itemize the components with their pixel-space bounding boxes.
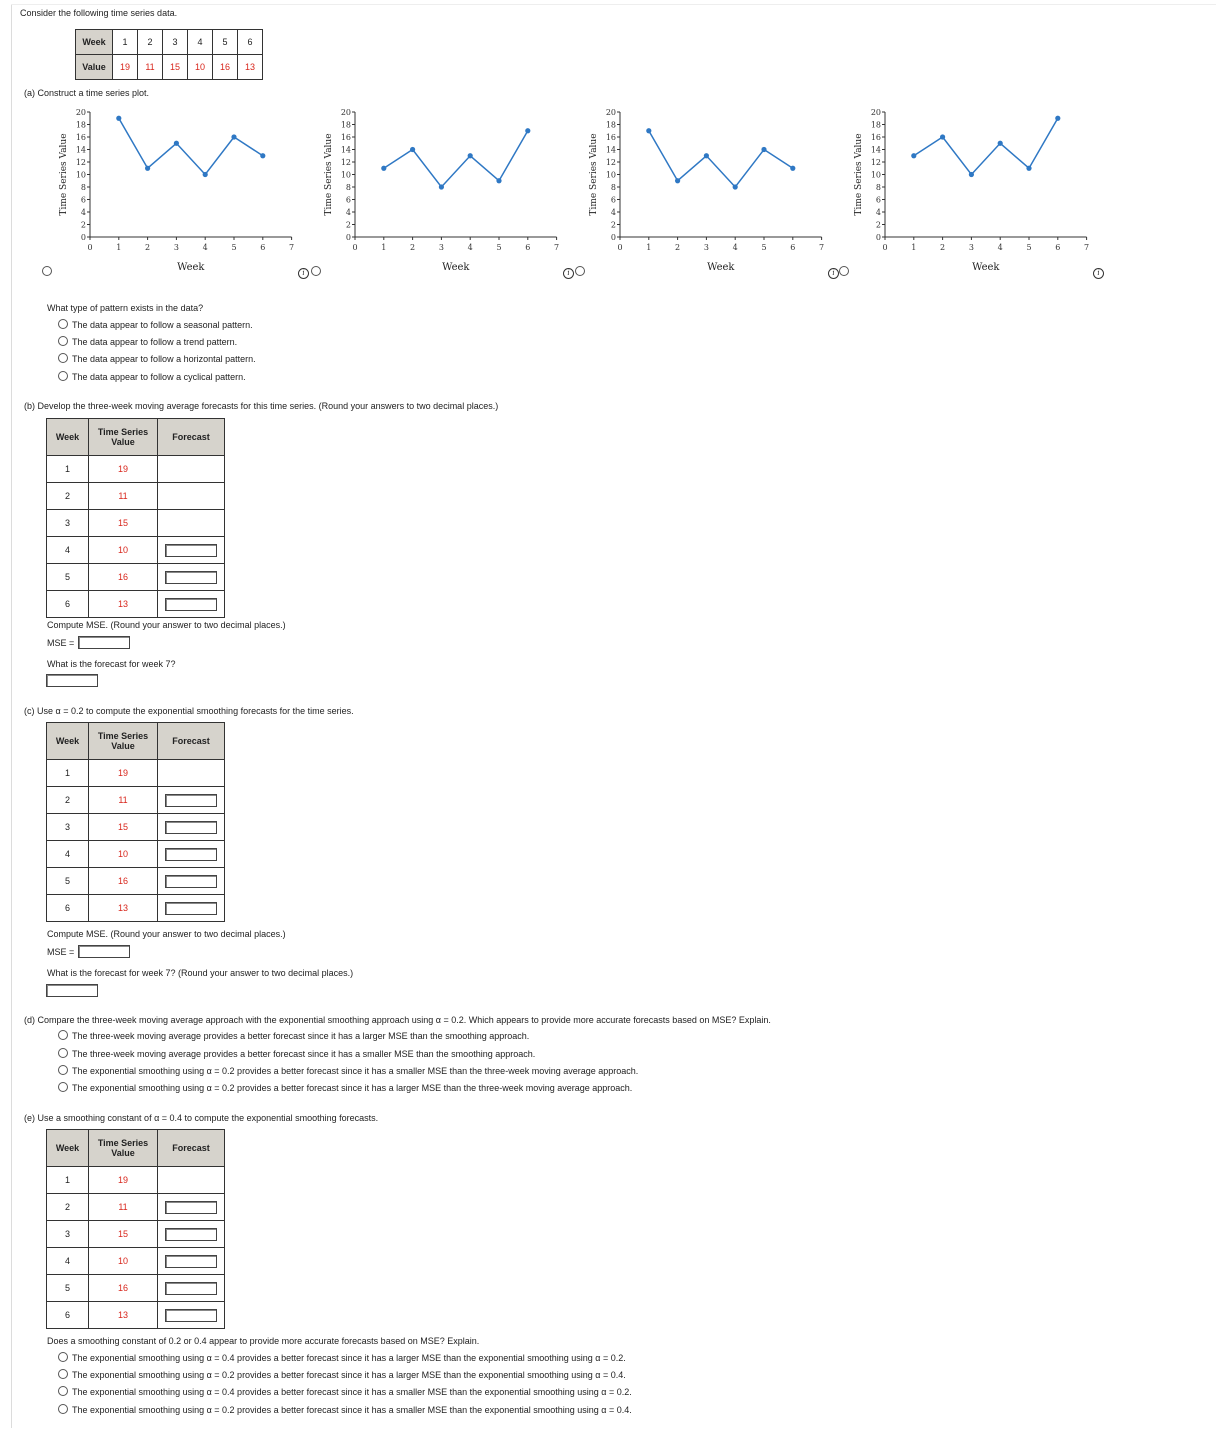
week-cell: 6 [238,30,263,55]
x-tick-label: 2 [675,243,681,252]
y-axis-label: Time Series Value [324,133,334,216]
value-cell: 19 [89,456,158,483]
y-tick-label: 2 [80,220,86,230]
week-header: Week [47,419,89,456]
data-point [790,166,795,171]
forecast-input[interactable] [165,821,217,834]
option-label: The data appear to follow a cyclical pattern. [72,372,246,382]
y-tick-label: 20 [870,108,881,117]
forecast-cell [158,1248,225,1275]
x-tick-label: 4 [732,243,738,252]
compare-option[interactable] [58,1030,529,1042]
week-cell: 6 [47,591,89,618]
radio-icon[interactable] [58,1369,68,1379]
data-point [940,134,945,139]
table-row [47,1167,225,1194]
series-line [119,118,263,174]
y-tick-label: 2 [610,220,616,230]
x-tick-label: 4 [202,243,208,252]
week-cell: 5 [213,30,238,55]
mse-prompt: Compute MSE. (Round your answer to two decimal places.) [47,929,286,939]
data-point [1055,116,1060,121]
week-cell: 1 [47,760,89,787]
chart-4 [845,104,1095,274]
y-axis-label: Time Series Value [59,133,69,216]
y-tick-label: 18 [605,120,616,130]
table-row [47,787,225,814]
value-cell: 10 [89,537,158,564]
forecast-cell [158,537,225,564]
moving-average-table [46,418,225,618]
mse-input[interactable] [78,636,130,649]
option-label: The exponential smoothing using α = 0.4 provides a better forecast since it has a smaller MSE than the exponential smoothing using α = 0.2. [72,1387,632,1397]
value-cell: 19 [113,55,138,80]
radio-icon[interactable] [58,1065,68,1075]
y-tick-label: 18 [340,120,351,130]
value-cell: 13 [89,1302,158,1329]
option-label: The exponential smoothing using α = 0.2 provides a better forecast since it has a larger MSE than the exponential smoothing using α = 0.4. [72,1370,626,1380]
week-cell: 2 [138,30,163,55]
y-tick-label: 0 [345,233,351,242]
data-point [203,172,208,177]
data-point [174,141,179,146]
table-row [47,1248,225,1275]
part-b-label: (b) Develop the three-week moving average forecasts for this time series. (Round your answers to two decimal places.) [24,401,499,411]
forecast-input[interactable] [165,1282,217,1295]
data-point [761,147,766,152]
compare-option[interactable] [58,1082,632,1094]
y-tick-label: 8 [610,183,616,192]
week-row [76,30,263,55]
week-cell: 1 [47,456,89,483]
value-cell: 11 [89,483,158,510]
y-tick-label: 2 [875,220,881,230]
radio-icon[interactable] [58,371,68,381]
forecast-input[interactable] [165,1201,217,1214]
mse-prompt: Compute MSE. (Round your answer to two decimal places.) [47,620,286,630]
data-point [439,184,444,189]
value-row [76,55,263,80]
x-tick-label: 0 [87,243,93,252]
x-tick-label: 6 [1055,243,1061,252]
x-tick-label: 3 [173,243,179,252]
forecast-cell [158,895,225,922]
forecast-cell [158,1167,225,1194]
week-cell: 2 [47,483,89,510]
y-tick-label: 16 [605,133,616,142]
y-tick-label: 8 [875,183,881,192]
data-point [525,128,530,133]
data-point [969,172,974,177]
week-cell: 5 [47,564,89,591]
x-tick-label: 0 [617,243,623,252]
data-point [145,166,150,171]
pattern-question: What type of pattern exists in the data? [47,303,204,313]
week-header: Week [47,1130,89,1167]
y-tick-label: 8 [80,183,86,192]
y-tick-label: 14 [870,145,881,155]
option-label: The exponential smoothing using α = 0.2 provides a better forecast since it has a smaller MSE than the three-week moving average approach. [72,1066,639,1076]
week-cell: 5 [47,868,89,895]
pattern-option[interactable] [58,319,253,331]
radio-icon[interactable] [58,336,68,346]
option-label: The data appear to follow a trend pattern. [72,337,238,347]
smoothing-04-table [46,1129,225,1329]
part-e-label: (e) Use a smoothing constant of α = 0.4 to compute the exponential smoothing forecasts. [24,1113,379,1123]
x-tick-label: 1 [381,243,387,252]
table-row [47,814,225,841]
option-label: The exponential smoothing using α = 0.2 provides a better forecast since it has a larger MSE than the three-week moving average approach. [72,1083,633,1093]
y-tick-label: 16 [340,133,351,142]
data-point [1026,166,1031,171]
forecast-cell [158,787,225,814]
smoothing-option[interactable] [58,1404,632,1416]
series-line [914,118,1058,174]
y-tick-label: 10 [340,170,351,180]
forecast-input[interactable] [165,544,217,557]
data-point [496,178,501,183]
data-point [116,116,121,121]
forecast-cell [158,1194,225,1221]
forecast-cell [158,591,225,618]
y-tick-label: 10 [75,170,86,180]
chart-4-info-icon[interactable]: i [1093,268,1104,279]
mse-input[interactable] [78,945,130,958]
x-tick-label: 1 [116,243,122,252]
x-tick-label: 4 [467,243,473,252]
chart-2 [315,104,565,274]
data-point [998,141,1003,146]
radio-icon[interactable] [58,1352,68,1362]
part-a-label: (a) Construct a time series plot. [24,88,150,98]
mse-label: MSE = [47,947,75,957]
value-cell: 10 [89,1248,158,1275]
x-tick-label: 5 [231,243,237,252]
option-label: The three-week moving average provides a better forecast since it has a larger MSE than the smoothing approach. [72,1031,530,1041]
value-header: Value [76,55,113,80]
forecast-cell [158,564,225,591]
data-point [704,153,709,158]
pattern-option[interactable] [58,353,256,365]
y-tick-label: 14 [340,145,351,155]
y-tick-label: 6 [875,195,881,205]
week-cell: 2 [47,787,89,814]
value-cell: 13 [89,591,158,618]
y-tick-label: 10 [605,170,616,180]
y-tick-label: 12 [340,158,351,167]
y-axis-label: Time Series Value [854,133,864,216]
value-cell: 10 [89,841,158,868]
x-tick-label: 7 [289,243,295,252]
x-tick-label: 2 [145,243,151,252]
y-tick-label: 6 [80,195,86,205]
x-tick-label: 1 [911,243,917,252]
forecast-input[interactable] [165,902,217,915]
data-point [911,153,916,158]
week-cell: 2 [47,1194,89,1221]
forecast-cell [158,760,225,787]
data-point [260,153,265,158]
table-row [47,1275,225,1302]
x-tick-label: 3 [438,243,444,252]
value-header: Time Series Value [89,723,158,760]
intro-text: Consider the following time series data. [20,8,178,18]
data-point [410,147,415,152]
series-line [384,131,528,187]
y-tick-label: 4 [345,208,351,217]
value-cell: 15 [89,1221,158,1248]
forecast-header: Forecast [158,723,225,760]
chart-3-info-icon[interactable]: i [828,268,839,279]
value-cell: 15 [89,814,158,841]
data-table [75,29,263,80]
left-border [11,4,12,1428]
x-tick-label: 1 [646,243,652,252]
y-tick-label: 16 [75,133,86,142]
pattern-option[interactable] [58,336,237,348]
table-row [47,841,225,868]
y-tick-label: 18 [870,120,881,130]
chart-3 [580,104,830,274]
smoothing-02-table [46,722,225,922]
forecast-header: Forecast [158,1130,225,1167]
y-tick-label: 12 [605,158,616,167]
table-row [47,591,225,618]
radio-icon[interactable] [58,319,68,329]
y-tick-label: 4 [875,208,881,217]
forecast-cell [158,510,225,537]
x-tick-label: 6 [260,243,266,252]
value-cell: 16 [213,55,238,80]
value-cell: 11 [89,787,158,814]
x-tick-label: 0 [352,243,358,252]
value-cell: 15 [163,55,188,80]
x-axis-label: Week [707,262,735,273]
x-tick-label: 7 [1084,243,1090,252]
week-cell: 6 [47,1302,89,1329]
table-row [47,537,225,564]
week-cell: 6 [47,895,89,922]
y-tick-label: 0 [610,233,616,242]
table-row [47,1194,225,1221]
value-cell: 16 [89,564,158,591]
week-cell: 3 [47,510,89,537]
y-tick-label: 6 [610,195,616,205]
y-tick-label: 14 [605,145,616,155]
forecast-cell [158,841,225,868]
table-row [47,456,225,483]
y-tick-label: 8 [345,183,351,192]
week-cell: 1 [47,1167,89,1194]
table-row [47,483,225,510]
forecast-input[interactable] [165,1228,217,1241]
y-tick-label: 12 [75,158,86,167]
y-tick-label: 10 [870,170,881,180]
forecast-cell [158,1302,225,1329]
y-tick-label: 20 [340,108,351,117]
week-header: Week [76,30,113,55]
value-cell: 16 [89,868,158,895]
x-tick-label: 2 [940,243,946,252]
week-cell: 4 [47,1248,89,1275]
week-header: Week [47,723,89,760]
data-point [733,184,738,189]
chart-3-radio[interactable] [575,266,585,276]
x-tick-label: 7 [819,243,825,252]
top-border [11,4,1216,5]
data-point [468,153,473,158]
value-header: Time Series Value [89,419,158,456]
x-tick-label: 3 [703,243,709,252]
forecast-question: What is the forecast for week 7? (Round your answer to two decimal places.) [47,968,354,978]
chart-4-radio[interactable] [839,266,849,276]
week-cell: 5 [47,1275,89,1302]
forecast-cell [158,1221,225,1248]
forecast-cell [158,456,225,483]
x-tick-label: 2 [410,243,416,252]
value-cell: 19 [89,760,158,787]
chart-2-info-icon[interactable]: i [563,268,574,279]
week-cell: 4 [47,537,89,564]
x-axis-label: Week [442,262,470,273]
option-label: The exponential smoothing using α = 0.4 provides a better forecast since it has a larger MSE than the exponential smoothing using α = 0.2. [72,1353,626,1363]
forecast-input[interactable] [165,848,217,861]
y-tick-label: 4 [610,208,616,217]
y-tick-label: 18 [75,120,86,130]
radio-icon[interactable] [58,1404,68,1414]
y-tick-label: 2 [345,220,351,230]
table-row [47,1302,225,1329]
value-cell: 15 [89,510,158,537]
value-cell: 10 [188,55,213,80]
y-tick-label: 14 [75,145,86,155]
x-tick-label: 6 [790,243,796,252]
x-tick-label: 6 [525,243,531,252]
radio-icon[interactable] [58,1030,68,1040]
option-label: The data appear to follow a seasonal pattern. [72,320,253,330]
table-row [47,1221,225,1248]
chart-1-radio[interactable] [42,266,52,276]
value-header: Time Series Value [89,1130,158,1167]
x-axis-label: Week [177,262,205,273]
option-label: The exponential smoothing using α = 0.2 provides a better forecast since it has a smaller MSE than the exponential smoothing using α = 0.4. [72,1405,632,1415]
chart-2-radio[interactable] [311,266,321,276]
y-tick-label: 6 [345,195,351,205]
x-tick-label: 0 [882,243,888,252]
table-row [47,760,225,787]
week-cell: 3 [47,1221,89,1248]
radio-icon[interactable] [58,1082,68,1092]
mse-label: MSE = [47,638,75,648]
smoothing-option[interactable] [58,1386,632,1398]
value-cell: 13 [89,895,158,922]
y-axis-label: Time Series Value [589,133,599,216]
y-tick-label: 12 [870,158,881,167]
compare-option[interactable] [58,1065,638,1077]
smoothing-question: Does a smoothing constant of 0.2 or 0.4 appear to provide more accurate forecasts based on MSE? Explain. [47,1336,480,1346]
forecast-input[interactable] [165,875,217,888]
value-cell: 13 [238,55,263,80]
forecast-cell [158,814,225,841]
radio-icon[interactable] [58,1048,68,1058]
forecast-input[interactable] [165,794,217,807]
forecast-cell [158,1275,225,1302]
week7-forecast-input[interactable] [46,984,98,997]
forecast-cell [158,868,225,895]
smoothing-option[interactable] [58,1369,626,1381]
chart-1-info-icon[interactable]: i [298,268,309,279]
value-cell: 11 [89,1194,158,1221]
week-cell: 4 [188,30,213,55]
x-axis-label: Week [972,262,1000,273]
table-row [47,564,225,591]
data-point [231,134,236,139]
x-tick-label: 5 [761,243,767,252]
data-point [646,128,651,133]
forecast-input[interactable] [165,1255,217,1268]
week-cell: 3 [47,814,89,841]
forecast-input[interactable] [165,571,217,584]
week-cell: 3 [163,30,188,55]
forecast-question: What is the forecast for week 7? [47,659,176,669]
table-row [47,868,225,895]
x-tick-label: 4 [997,243,1003,252]
value-cell: 19 [89,1167,158,1194]
week-cell: 1 [113,30,138,55]
y-tick-label: 20 [605,108,616,117]
data-point [675,178,680,183]
radio-icon[interactable] [58,1386,68,1396]
y-tick-label: 0 [80,233,86,242]
table-row [47,895,225,922]
smoothing-option[interactable] [58,1352,626,1364]
y-tick-label: 20 [75,108,86,117]
x-tick-label: 7 [554,243,560,252]
chart-1 [50,104,300,274]
forecast-cell [158,483,225,510]
option-label: The three-week moving average provides a better forecast since it has a smaller MSE than the smoothing approach. [72,1049,536,1059]
y-tick-label: 16 [870,133,881,142]
x-tick-label: 5 [1026,243,1032,252]
value-cell: 16 [89,1275,158,1302]
x-tick-label: 3 [968,243,974,252]
forecast-input[interactable] [165,598,217,611]
part-d-label: (d) Compare the three-week moving average approach with the exponential smoothing approach using α = 0.2. Which appears to provide more accurate forecasts based on MSE? Explain. [24,1015,771,1025]
x-tick-label: 5 [496,243,502,252]
y-tick-label: 0 [875,233,881,242]
value-cell: 11 [138,55,163,80]
y-tick-label: 4 [80,208,86,217]
part-c-label: (c) Use α = 0.2 to compute the exponential smoothing forecasts for the time series. [24,706,354,716]
radio-icon[interactable] [58,353,68,363]
week-cell: 4 [47,841,89,868]
forecast-header: Forecast [158,419,225,456]
data-point [381,166,386,171]
series-line [649,131,793,187]
week7-forecast-input[interactable] [46,674,98,687]
option-label: The data appear to follow a horizontal pattern. [72,354,256,364]
pattern-option[interactable] [58,371,246,383]
table-row [47,510,225,537]
forecast-input[interactable] [165,1309,217,1322]
compare-option[interactable] [58,1048,535,1060]
